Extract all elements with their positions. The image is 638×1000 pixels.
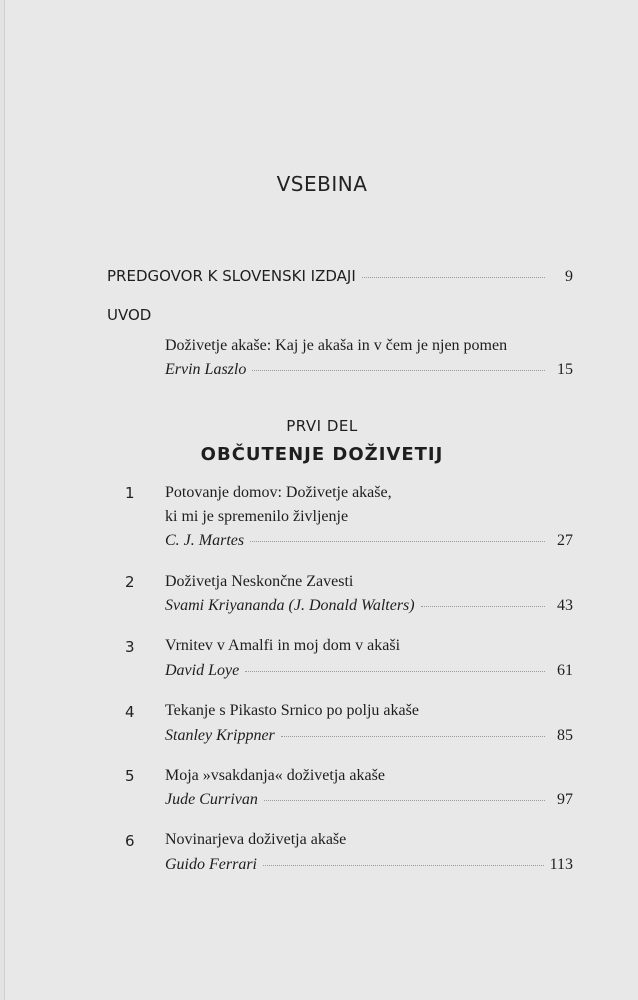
entry-page: 15 [557, 361, 573, 378]
toc-entry-preface[interactable] [107, 265, 573, 288]
intro-heading: UVOD [107, 306, 152, 324]
toc-entry-intro[interactable] [165, 359, 573, 381]
entry-page: 61 [557, 662, 573, 679]
chapter-number: 4 [125, 703, 135, 721]
chapter-title-cont[interactable]: ki mi je spremenilo življenje [165, 508, 349, 525]
chapter-number: 1 [125, 484, 135, 502]
entry-page: 113 [549, 856, 573, 873]
leader-dots [362, 263, 545, 278]
leader-dots [250, 527, 545, 542]
part-label: PRVI DEL [286, 417, 358, 435]
intro-entry-title[interactable]: Doživetje akaše: Kaj je akaša in v čem je njen pomen [165, 337, 508, 354]
entry-author: Guido Ferrari [165, 856, 257, 873]
entry-author: Ervin Laszlo [165, 361, 247, 378]
toc-title: VSEBINA [276, 172, 368, 196]
leader-dots [245, 657, 545, 672]
entry-page: 97 [557, 791, 573, 808]
toc-entry-chapter-3[interactable] [165, 660, 573, 682]
leader-dots [264, 786, 545, 801]
entry-page: 43 [557, 597, 573, 614]
toc-entry-chapter-6[interactable] [165, 854, 573, 876]
leader-dots [281, 722, 545, 737]
leader-dots [252, 356, 545, 371]
chapter-number: 3 [125, 638, 135, 656]
entry-page: 85 [557, 727, 573, 744]
entry-page: 27 [557, 532, 573, 549]
chapter-title[interactable]: Vrnitev v Amalfi in moj dom v akaši [165, 637, 401, 654]
chapter-number: 6 [125, 832, 135, 850]
leader-dots [421, 592, 545, 607]
toc-entry-chapter-5[interactable] [165, 789, 573, 811]
entry-author: Jude Currivan [165, 791, 258, 808]
chapter-title[interactable]: Potovanje domov: Doživetje akaše, [165, 484, 392, 501]
entry-author: Svami Kriyananda (J. Donald Walters) [165, 597, 415, 614]
part-title: OBČUTENJE DOŽIVETIJ [200, 444, 444, 465]
entry-author: Stanley Krippner [165, 727, 275, 744]
chapter-number: 2 [125, 573, 135, 591]
toc-entry-chapter-4[interactable] [165, 725, 573, 747]
toc-entry-chapter-1[interactable] [165, 530, 573, 552]
toc-entry-chapter-2[interactable] [165, 595, 573, 617]
chapter-title[interactable]: Moja »vsakdanja« doživetja akaše [165, 767, 385, 784]
chapter-title[interactable]: Novinarjeva doživetja akaše [165, 831, 347, 848]
chapter-title[interactable]: Doživetja Neskončne Zavesti [165, 573, 354, 590]
chapter-number: 5 [125, 767, 135, 785]
book-page [4, 0, 638, 1000]
entry-label: PREDGOVOR K SLOVENSKI IZDAJI [107, 267, 356, 285]
entry-page: 9 [565, 268, 573, 285]
entry-author: C. J. Martes [165, 532, 245, 549]
chapter-title[interactable]: Tekanje s Pikasto Srnico po polju akaše [165, 702, 419, 719]
entry-author: David Loye [165, 662, 240, 679]
leader-dots [263, 851, 544, 866]
